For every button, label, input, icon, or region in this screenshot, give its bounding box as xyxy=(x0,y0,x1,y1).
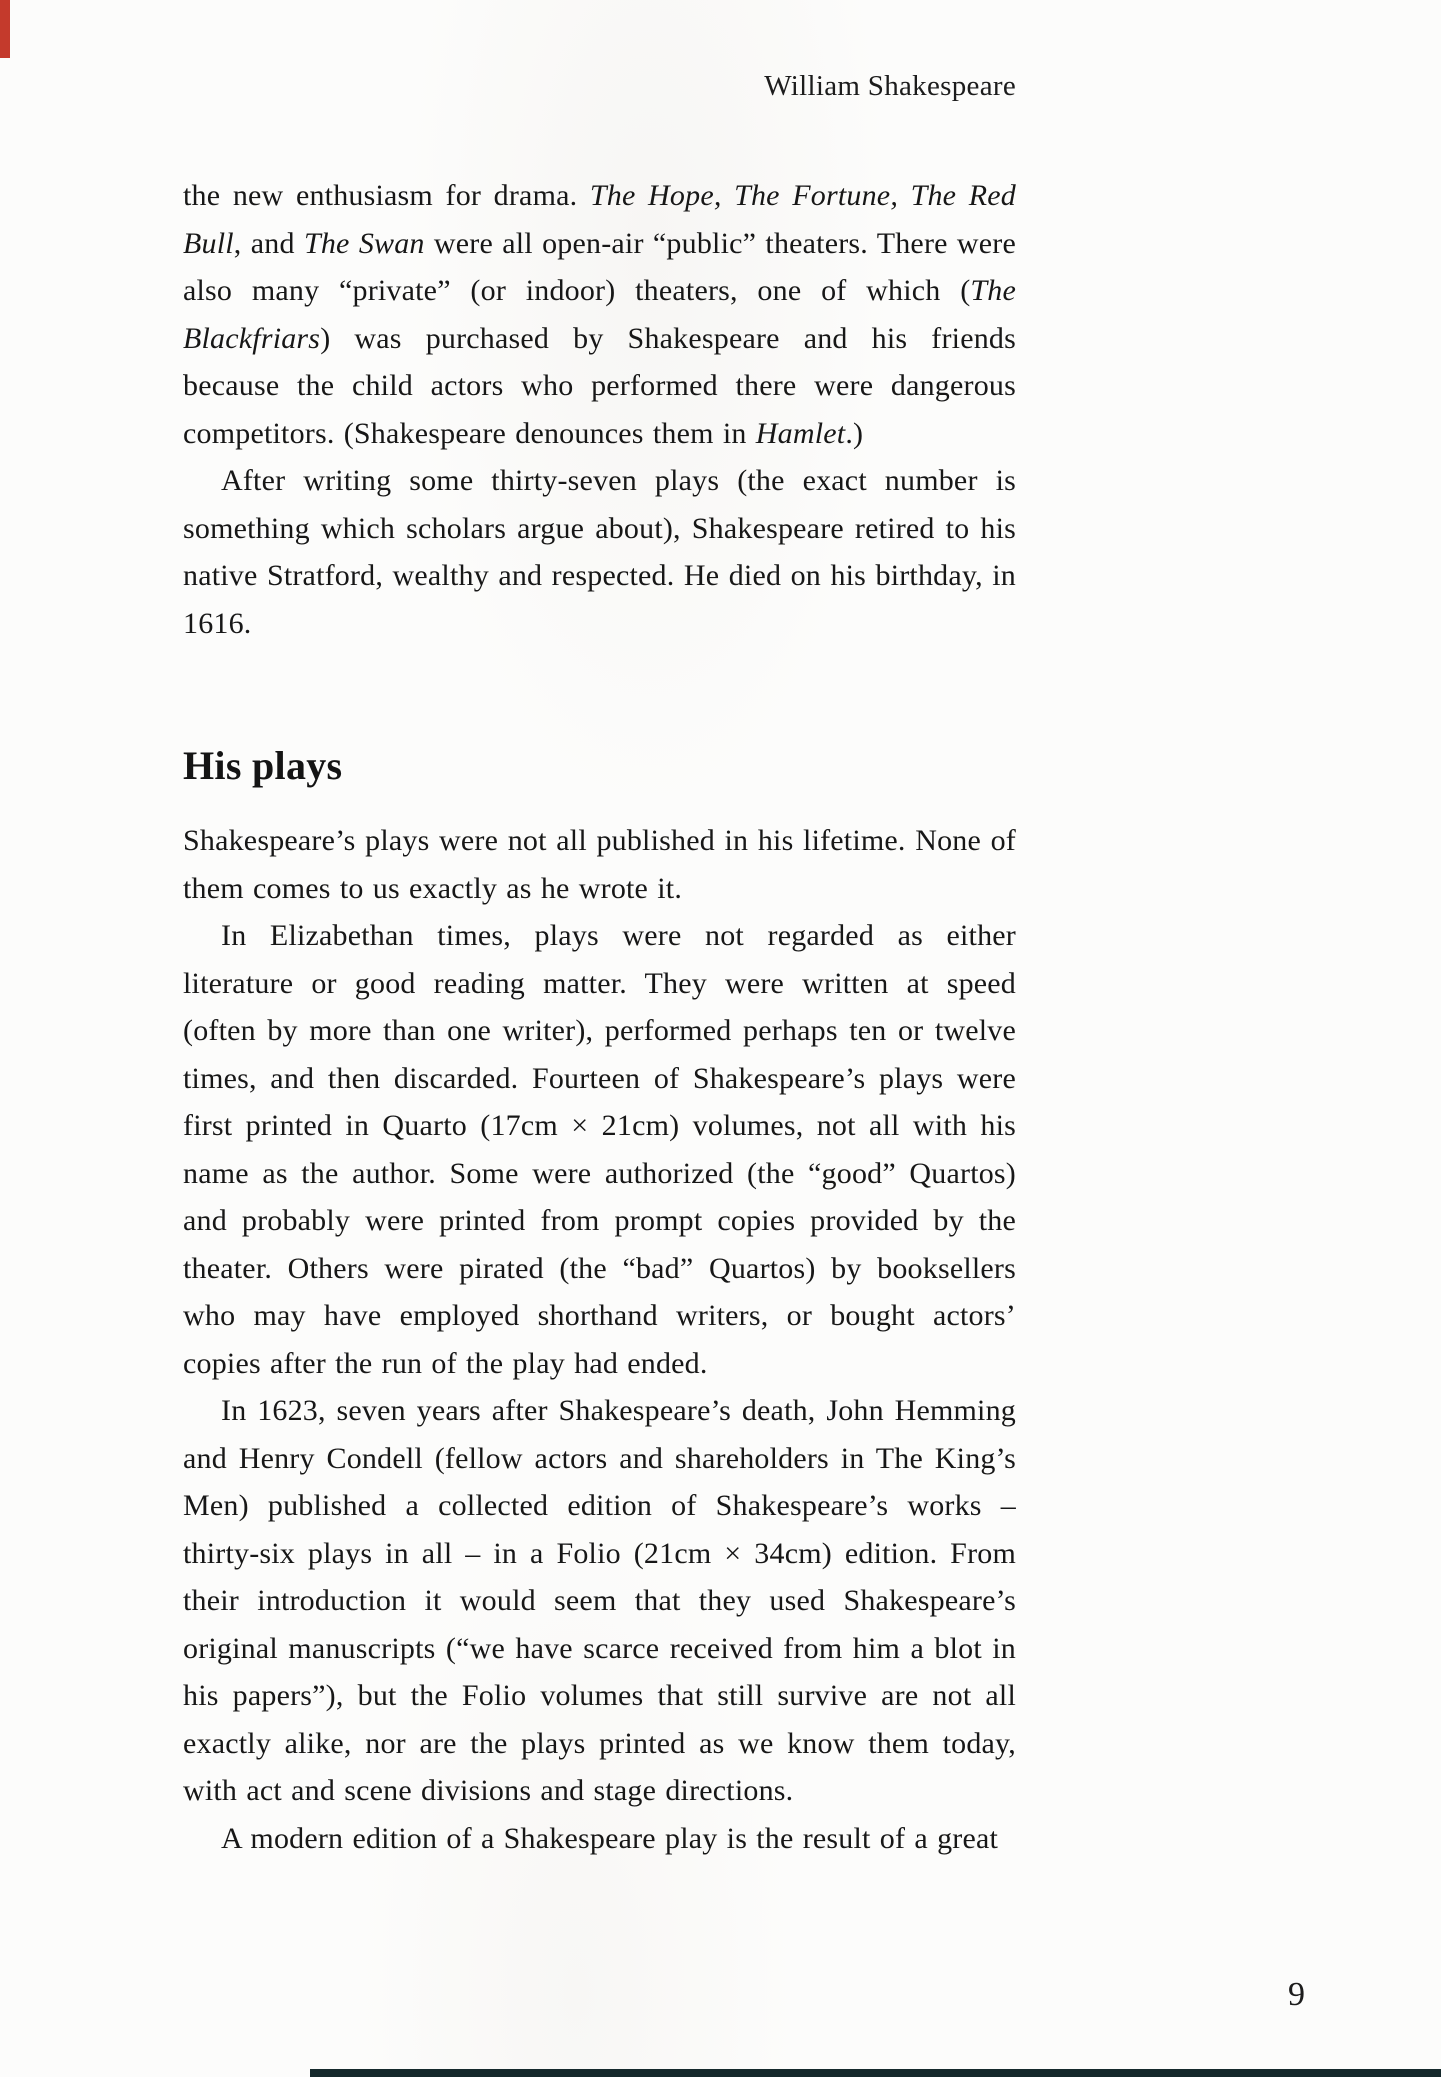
italic-run: The Swan xyxy=(303,226,425,260)
running-header: William Shakespeare xyxy=(764,70,1016,102)
page-number: 9 xyxy=(1288,1976,1305,2013)
paragraph: In 1623, seven years after Shakespeare’s death, John Hemming and Henry Condell (fellow actors and shareholders in The King’s Men) published a collected edition of Shakespeare’s works – thirty-six plays in all – in a Folio (21cm × 34cm) edition. From their introduction it would seem that they used Shakespeare’s original manuscripts (“we have scarce received from him a blot in his papers”), but the Folio volumes that still survive are not all exactly alike, nor are the plays printed as we know them today, with act and scene divisions and stage directions. xyxy=(183,1394,1016,1807)
scan-artifact-bottom-bar xyxy=(310,2069,1441,2077)
italic-run: Hamlet xyxy=(755,416,846,450)
paragraph: Shakespeare’s plays were not all published in his lifetime. None of them comes to us exactly as he wrote it. xyxy=(183,824,1016,905)
paragraph: In Elizabethan times, plays were not regarded as either literature or good reading matter. They were written at speed (often by more than one writer), performed perhaps ten or twelve times, and then discarded. Fourteen of Shakespeare’s plays were first printed in Quarto (17cm × 21cm) volumes, not all with his name as the author. Some were authorized (the “good” Quartos) and probably were printed from prompt copies provided by the theater. Others were pirated (the “bad” Quartos) by booksellers who may have employed shorthand writers, or bought actors’ copies after the run of the play had ended. xyxy=(183,919,1016,1380)
scan-artifact-top-strip xyxy=(0,0,10,58)
paragraph: After writing some thirty-seven plays (the exact number is something which scholars argue about), Shakespeare retired to his native Stratford, wealthy and respected. He died on his birthday, in 1616. xyxy=(183,464,1016,640)
section-heading: His plays xyxy=(183,743,343,788)
italic-run: The Blackfriars xyxy=(183,274,1016,355)
paragraph: A modern edition of a Shakespeare play is the result of a great xyxy=(221,1821,999,1855)
text-column xyxy=(183,172,1016,1862)
paragraph: the new enthusiasm for drama. The Hope, The Fortune, The Red Bull, and The Swan were all open-air “public” theaters. There were also many “private” (or indoor) theaters, one of which (The Blackfriars) was purchased by Shakespeare and his friends because the child actors who performed there were dangerous competitors. (Shakespeare denounces them in Hamlet.) xyxy=(183,179,1017,450)
italic-run: The Hope, The Fortune, The Red Bull xyxy=(183,179,1016,260)
